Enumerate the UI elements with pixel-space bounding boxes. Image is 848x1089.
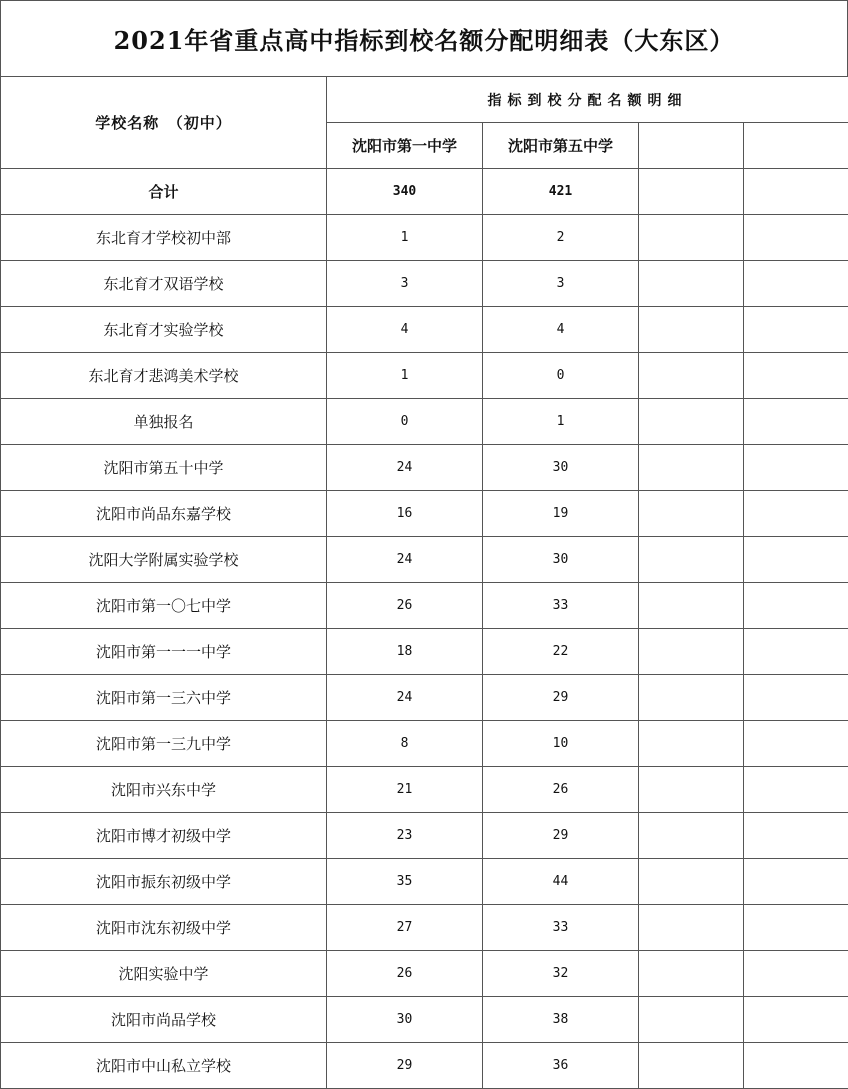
quota-cell [744,905,848,951]
quota-cell [744,307,848,353]
quota-cell: 29 [483,813,639,859]
quota-cell [744,721,848,767]
quota-cell [744,1043,848,1089]
quota-cell: 30 [483,537,639,583]
header-school-name: 学校名称 （初中） [1,77,327,169]
table-row [1,399,848,445]
quota-cell: 1 [327,215,483,261]
school-name-cell: 东北育才学校初中部 [1,215,327,261]
quota-cell [744,491,848,537]
quota-cell: 26 [327,951,483,997]
quota-cell: 36 [483,1043,639,1089]
header-allocation-detail: 指标到校分配名额明细 [327,77,848,123]
quota-cell [744,353,848,399]
quota-cell [639,537,744,583]
table-row [1,215,848,261]
table-row [1,307,848,353]
school-name-cell: 沈阳市第一三九中学 [1,721,327,767]
quota-cell [639,859,744,905]
total-label: 合计 [1,169,327,215]
quota-cell [744,813,848,859]
table-row [1,583,848,629]
quota-cell: 8 [327,721,483,767]
quota-cell [639,675,744,721]
quota-cell: 33 [483,583,639,629]
quota-cell: 0 [327,399,483,445]
quota-cell [639,491,744,537]
quota-cell: 23 [327,813,483,859]
school-name-cell: 单独报名 [1,399,327,445]
quota-cell: 33 [483,905,639,951]
quota-cell [639,951,744,997]
quota-cell: 0 [483,353,639,399]
table-row [1,1043,848,1089]
quota-cell [639,997,744,1043]
quota-cell: 22 [483,629,639,675]
quota-cell [744,675,848,721]
quota-cell [744,445,848,491]
table-row [1,445,848,491]
quota-cell: 38 [483,997,639,1043]
quota-cell: 44 [483,859,639,905]
quota-cell [639,215,744,261]
school-name-cell: 沈阳市尚品学校 [1,997,327,1043]
quota-cell: 16 [327,491,483,537]
school-name-cell: 东北育才实验学校 [1,307,327,353]
quota-cell [744,629,848,675]
quota-cell [744,261,848,307]
allocation-table [0,76,848,1089]
table-row [1,353,848,399]
table-row [1,813,848,859]
quota-cell: 29 [483,675,639,721]
table-body [1,77,848,1089]
quota-cell [744,859,848,905]
quota-cell [639,261,744,307]
table-row [1,261,848,307]
table-row [1,905,848,951]
quota-cell: 26 [483,767,639,813]
total-value: 340 [327,169,483,215]
quota-cell: 24 [327,445,483,491]
table-row [1,859,848,905]
school-name-cell: 沈阳市第一〇七中学 [1,583,327,629]
table-row [1,491,848,537]
quota-cell: 3 [483,261,639,307]
total-value [639,169,744,215]
quota-cell: 32 [483,951,639,997]
page-title: 2021年省重点高中指标到校名额分配明细表（大东区） [0,0,848,76]
quota-cell: 2 [483,215,639,261]
table-row [1,997,848,1043]
quota-cell: 29 [327,1043,483,1089]
school-name-cell: 沈阳市第一三六中学 [1,675,327,721]
school-name-cell: 沈阳市中山私立学校 [1,1043,327,1089]
quota-cell [639,445,744,491]
quota-cell [744,399,848,445]
table-row [1,629,848,675]
quota-cell [639,1043,744,1089]
quota-cell: 24 [327,675,483,721]
total-row [1,169,848,215]
quota-cell [639,583,744,629]
quota-cell [639,905,744,951]
quota-cell: 1 [327,353,483,399]
quota-cell: 10 [483,721,639,767]
table-row [1,767,848,813]
table-row [1,537,848,583]
quota-cell: 30 [483,445,639,491]
quota-cell: 21 [327,767,483,813]
school-name-cell: 沈阳市第一一一中学 [1,629,327,675]
school-name-cell: 沈阳市兴东中学 [1,767,327,813]
quota-cell: 19 [483,491,639,537]
school-name-cell: 沈阳实验中学 [1,951,327,997]
quota-cell [639,767,744,813]
school-name-cell: 沈阳大学附属实验学校 [1,537,327,583]
table-row [1,675,848,721]
quota-cell [639,721,744,767]
quota-cell [744,767,848,813]
quota-cell [639,307,744,353]
header-col-1: 沈阳市第一中学 [327,123,483,169]
quota-cell: 35 [327,859,483,905]
school-name-cell: 沈阳市尚品东嘉学校 [1,491,327,537]
school-name-cell: 东北育才双语学校 [1,261,327,307]
header-col-3 [639,123,744,169]
school-name-cell: 沈阳市博才初级中学 [1,813,327,859]
quota-cell: 3 [327,261,483,307]
school-name-cell: 沈阳市振东初级中学 [1,859,327,905]
quota-cell [744,583,848,629]
total-value: 421 [483,169,639,215]
quota-cell: 1 [483,399,639,445]
quota-cell: 26 [327,583,483,629]
quota-cell [639,399,744,445]
quota-cell: 30 [327,997,483,1043]
quota-cell: 4 [327,307,483,353]
header-col-2: 沈阳市第五中学 [483,123,639,169]
table-row [1,951,848,997]
quota-cell [744,951,848,997]
quota-cell [744,215,848,261]
quota-cell: 18 [327,629,483,675]
quota-cell [639,813,744,859]
school-name-cell: 沈阳市沈东初级中学 [1,905,327,951]
quota-cell: 27 [327,905,483,951]
quota-cell [744,537,848,583]
quota-cell [639,629,744,675]
quota-cell: 24 [327,537,483,583]
quota-cell [639,353,744,399]
school-name-cell: 沈阳市第五十中学 [1,445,327,491]
table-row [1,721,848,767]
quota-cell [744,997,848,1043]
header-row-1 [1,77,848,123]
total-value [744,169,848,215]
school-name-cell: 东北育才悲鸿美术学校 [1,353,327,399]
quota-cell: 4 [483,307,639,353]
header-col-4 [744,123,848,169]
